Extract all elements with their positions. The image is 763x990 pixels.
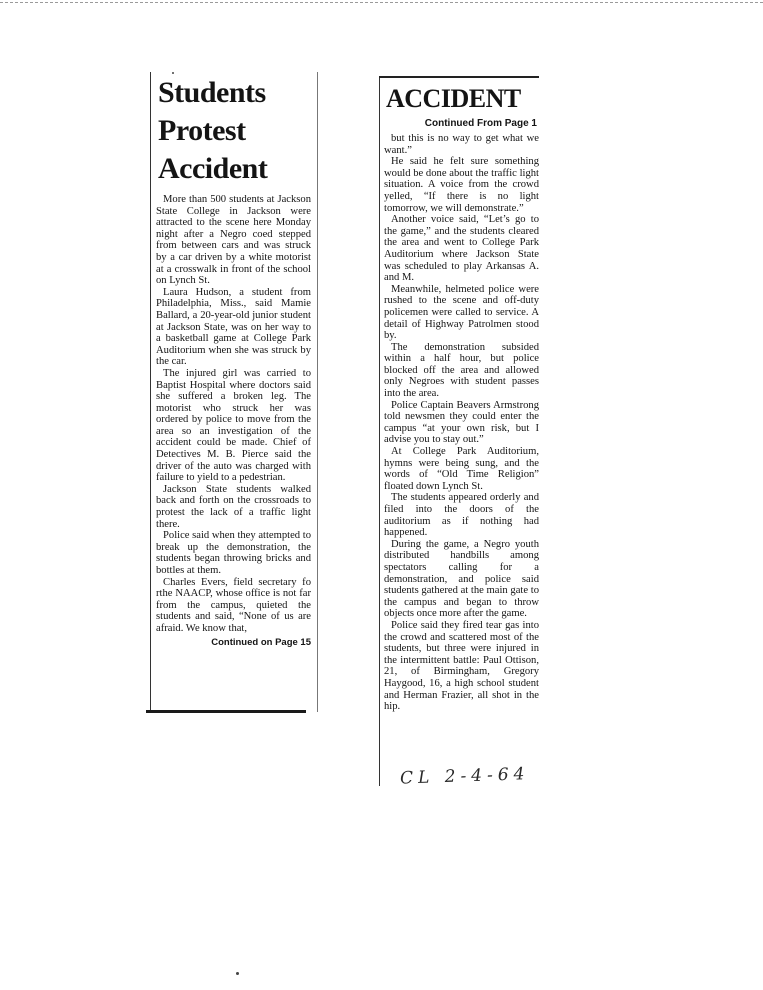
paragraph: Jackson State students walked back and forth on the crossroads to protest the lack of a traffic light there. [156,483,311,530]
left-bottom-rule [146,710,306,713]
paragraph: Police said they fired tear gas into the crowd and scattered most of the students, but three were injured in the intermittent battle: Paul Ottison, 21, of Birmingham, Gregory Haygood, 16, a high school student and Herman Frazier, all shot in the hip. [384,619,539,713]
handwritten-date-note: CL 2-4-64 [399,764,530,789]
paragraph: At College Park Auditorium, hymns were being sung, and the words of “Old Time Religion” floated down Lynch St. [384,446,539,492]
right-headline: ACCIDENT [386,84,521,113]
paragraph: but this is no way to get what we want.” [384,133,539,156]
paragraph: During the game, a Negro youth distributed handbills among spectators calling for a demonstration, and police said students gathered at the main gate to the campus and began to throw objects once more after the game. [384,538,539,620]
headline-line-1: Students [158,76,266,109]
paragraph: The injured girl was carried to Baptist Hospital where doctors said she suffered a broken leg. The motorist who struck her was ordered by police to move from the area so an investigation of the accident could be made. Chief of Detectives M. B. Pierce said the driver of the auto was charged with failure to yield to a pedestrian. [156,367,311,484]
right-top-rule [379,76,539,78]
paragraph: He said he felt sure something would be done about the traffic light situation. A voice from the crowd yelled, “If there is no light tomorrow, we will demonstrate.” [384,156,539,214]
paragraph: Another voice said, “Let’s go to the game,” and the students cleared the area and went to College Park Auditorium where Jackson State was scheduled to play Arkansas A. and M. [384,214,539,284]
paragraph: Laura Hudson, a student from Philadelphia, Miss., said Mamie Ballard, a 20-year-old junior student at Jackson State, was on her way to a basketball game at College Park Auditorium when she was struck by the car. [156,286,311,368]
paragraph: The students appeared orderly and filed into the doors of the auditorium as if nothing had happened. [384,492,539,539]
scan-speck [236,972,239,975]
headline-line-3: Accident [158,152,268,185]
left-headline [158,74,311,188]
left-article-body [156,194,311,635]
paragraph: Charles Evers, field secretary fo rthe NAACP, whose office is not far from the campus, quieted the students and said, “None of us are afraid. We know that, [156,576,311,634]
paragraph: Meanwhile, helmeted police were rushed to the scene and off-duty policemen were called to service. A detail of Highway Patrolmen stood by. [384,283,539,342]
paragraph: Police Captain Beavers Armstrong told newsmen they could enter the campus “at your own risk, but I advise you to stay out.” [384,399,539,446]
paragraph: More than 500 students at Jackson State College in Jackson were attracted to the scene here Monday night after a Negro coed stepped from between cars and was struck by a car driven by a white motorist at a crosswalk in front of the school on Lynch St. [156,194,311,287]
left-article-column [150,72,318,712]
right-article-column [379,76,541,786]
headline-line-2: Protest [158,114,246,147]
continued-on-label: Continued on Page 15 [211,636,311,648]
scan-speck [172,72,174,74]
scan-edge-dashes [0,2,763,3]
right-article-body [384,133,539,713]
paragraph: The demonstration subsided within a half hour, but police blocked off the area and allowed only Negroes with student passes into the area. [384,341,539,400]
continued-from-label: Continued From Page 1 [424,118,537,129]
paragraph: Police said when they attempted to break up the demonstration, the students began throwing bricks and bottles at them. [156,530,311,576]
